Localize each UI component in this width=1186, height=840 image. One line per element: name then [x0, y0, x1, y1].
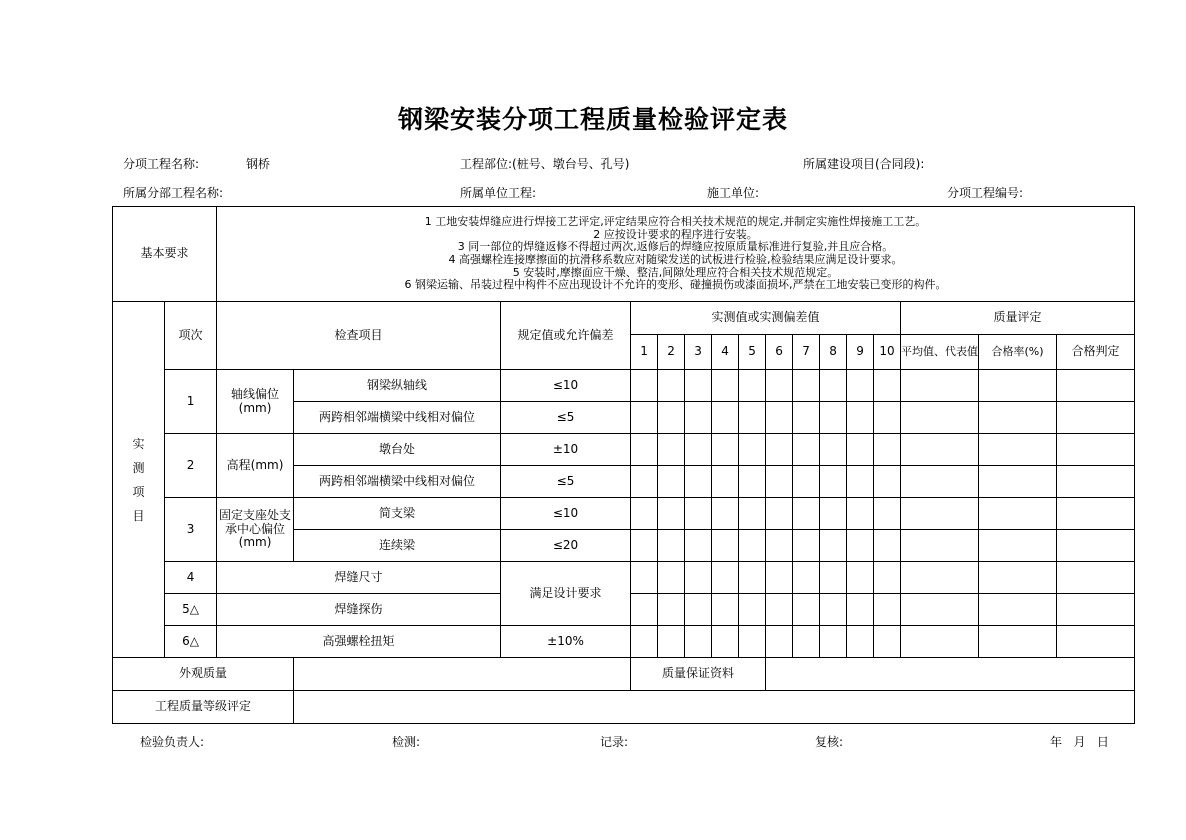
- check-item-name: 高强螺栓扭矩: [217, 626, 501, 658]
- measured-col-10: 10: [874, 335, 901, 370]
- item-no: 4: [165, 562, 217, 594]
- col-average: 平均值、代表值: [901, 335, 979, 370]
- basic-requirements-label: 基本要求: [113, 207, 217, 302]
- item-group: 固定支座处支承中心偏位(mm): [217, 498, 294, 562]
- requirement-line: 1 工地安装焊缝应进行焊接工艺评定,评定结果应符合相关技术规范的规定,并制定实施性焊接施工工艺。: [424, 215, 927, 229]
- check-item-name: 简支梁: [294, 498, 501, 530]
- spec-value: ≤10: [501, 370, 631, 402]
- item-no: 1: [165, 370, 217, 434]
- basic-requirements-row: [113, 207, 1135, 302]
- item-group: 轴线偏位(mm): [217, 370, 294, 434]
- page-title: 钢梁安装分项工程质量检验评定表: [397, 105, 788, 134]
- col-item-no: 项次: [165, 302, 217, 370]
- grade-row: [113, 691, 1135, 724]
- requirement-line: 4 高强螺栓连接摩擦面的抗滑移系数应对随梁发送的试板进行检验,检验结果应满足设计要求。: [448, 253, 903, 266]
- footer-review: 复核:: [815, 735, 844, 749]
- measured-col-7: 7: [793, 335, 820, 370]
- spec-value: 满足设计要求: [501, 562, 631, 626]
- footer-date: 年 月 日: [1050, 735, 1109, 749]
- item-no: 2: [165, 434, 217, 498]
- item-no: 5△: [165, 594, 217, 626]
- measured-col-6: 6: [766, 335, 793, 370]
- inspection-table: [112, 206, 1135, 724]
- quality-docs-label: 质量保证资料: [631, 658, 766, 691]
- contractor-label: 施工单位:: [707, 186, 760, 200]
- table-row: [113, 562, 1135, 594]
- column-header-row: [113, 302, 1135, 335]
- measured-col-2: 2: [658, 335, 685, 370]
- measured-col-8: 8: [820, 335, 847, 370]
- measured-col-1: 1: [631, 335, 658, 370]
- requirement-line: 3 同一部位的焊缝返修不得超过两次,返修后的焊缝应按原质量标准进行复验,并且应合格。: [457, 240, 894, 254]
- check-item-name: 焊缝探伤: [217, 594, 501, 626]
- col-spec: 规定值或允许偏差: [501, 302, 631, 370]
- unit-project-label: 所属单位工程:: [460, 186, 537, 200]
- item-code-label: 分项工程编号:: [947, 186, 1024, 200]
- measured-col-3: 3: [685, 335, 712, 370]
- check-item-name: 钢梁纵轴线: [294, 370, 501, 402]
- sub-project-name-label: 分项工程名称:: [123, 157, 200, 171]
- col-measured-values: 实测值或实测偏差值: [631, 302, 901, 335]
- check-item-name: 墩台处: [294, 434, 501, 466]
- grade-value: [294, 691, 1135, 724]
- requirement-line: 5 安装时,摩擦面应干燥、整洁,间隙处理应符合相关技术规范规定。: [512, 265, 839, 279]
- footer-inspector: 检验负责人:: [140, 735, 205, 749]
- measured-col-9: 9: [847, 335, 874, 370]
- appearance-value: [294, 658, 631, 691]
- check-item-name: 焊缝尺寸: [217, 562, 501, 594]
- spec-value: ±10%: [501, 626, 631, 658]
- spec-value: ≤5: [501, 402, 631, 434]
- col-judgement: 合格判定: [1057, 335, 1135, 370]
- division-label: 所属分部工程名称:: [123, 186, 224, 200]
- measured-col-5: 5: [739, 335, 766, 370]
- table-row: [113, 498, 1135, 530]
- item-group: 高程(mm): [217, 434, 294, 498]
- grade-label: 工程质量等级评定: [113, 691, 294, 724]
- table-row: [113, 626, 1135, 658]
- item-no: 6△: [165, 626, 217, 658]
- spec-value: ≤5: [501, 466, 631, 498]
- col-quality-rating: 质量评定: [901, 302, 1135, 335]
- table-row: [113, 370, 1135, 402]
- appearance-row: [113, 658, 1135, 691]
- quality-docs-value: [766, 658, 1135, 691]
- requirement-line: 2 应按设计要求的程序进行安装。: [593, 227, 758, 241]
- check-item-name: 两跨相邻端横梁中线相对偏位: [294, 466, 501, 498]
- footer-test: 检测:: [392, 735, 421, 749]
- item-no: 3: [165, 498, 217, 562]
- spec-value: ≤20: [501, 530, 631, 562]
- spec-value: ≤10: [501, 498, 631, 530]
- measured-col-4: 4: [712, 335, 739, 370]
- col-pass-rate: 合格率(%): [979, 335, 1057, 370]
- table-row: [113, 434, 1135, 466]
- sub-project-name-value: 钢桥: [246, 157, 271, 171]
- spec-value: ±10: [501, 434, 631, 466]
- basic-requirements-text: [217, 207, 1135, 302]
- check-item-name: 两跨相邻端横梁中线相对偏位: [294, 402, 501, 434]
- construction-project-label: 所属建设项目(合同段):: [803, 157, 925, 171]
- appearance-label: 外观质量: [113, 658, 294, 691]
- footer-record: 记录:: [600, 735, 629, 749]
- requirement-line: 6 钢梁运输、吊装过程中构件不应出现设计不允许的变形、碰撞损伤或漆面损坏,严禁在工地安装已变形的构件。: [404, 278, 947, 292]
- check-item-name: 连续梁: [294, 530, 501, 562]
- col-check-item: 检查项目: [217, 302, 501, 370]
- location-label: 工程部位:(桩号、墩台号、孔号): [460, 157, 630, 171]
- measured-items-section-label: 实 测 项 目: [113, 302, 165, 658]
